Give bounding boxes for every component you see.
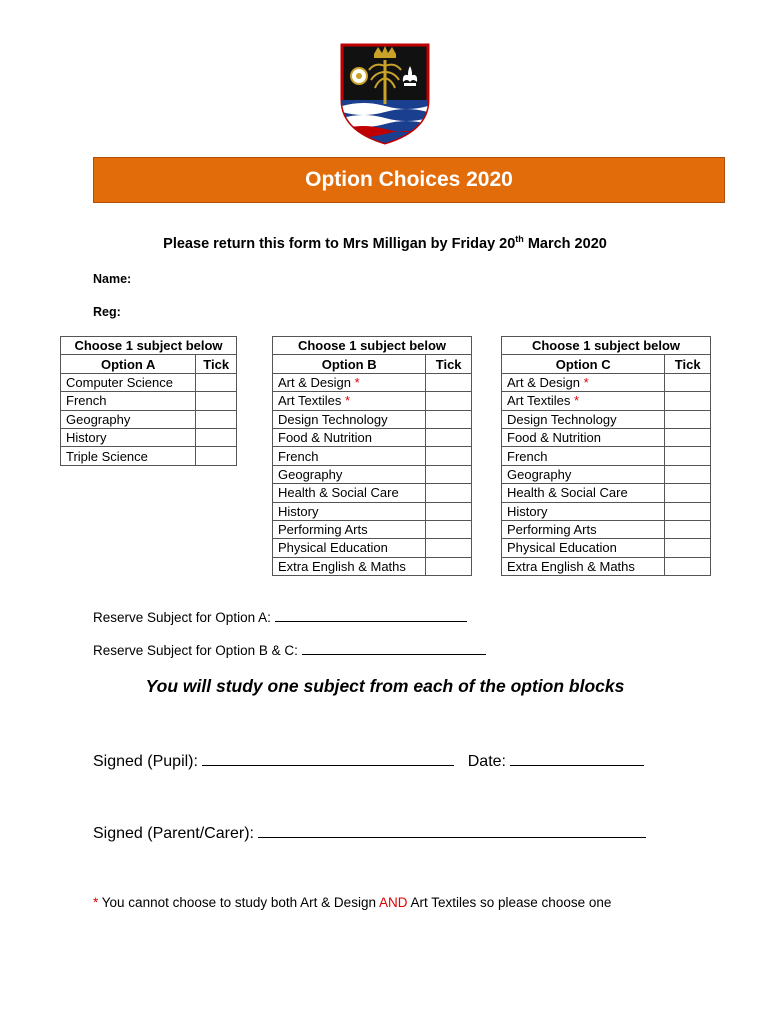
parent-signed-label: Signed (Parent/Carer): — [93, 825, 254, 842]
footnote: * You cannot choose to study both Art & Design AND Art Textiles so please choose one — [93, 895, 612, 910]
table-row: Physical Education — [273, 539, 472, 557]
table-row: Art & Design * — [273, 373, 472, 391]
parent-signature-line[interactable] — [258, 822, 646, 838]
asterisk-marker: * — [344, 393, 351, 409]
pupil-signed-label: Signed (Pupil): — [93, 753, 198, 770]
date-label: Date: — [467, 753, 506, 770]
table-row: French — [502, 447, 711, 465]
tick-box[interactable] — [665, 502, 711, 520]
reg-field-label: Reg: — [93, 305, 121, 319]
tick-box[interactable] — [196, 447, 237, 465]
table-row: Design Technology — [273, 410, 472, 428]
table-row: Geography — [273, 465, 472, 483]
tick-column-header: Tick — [196, 355, 237, 373]
tick-box[interactable] — [426, 410, 472, 428]
tick-box[interactable] — [426, 465, 472, 483]
table-heading: Choose 1 subject below — [273, 337, 472, 355]
tick-box[interactable] — [196, 428, 237, 446]
tick-column-header: Tick — [665, 355, 711, 373]
table-row: Performing Arts — [273, 520, 472, 538]
option-a-label: Option A — [61, 355, 196, 373]
table-heading: Choose 1 subject below — [61, 337, 237, 355]
tick-box[interactable] — [665, 373, 711, 391]
tick-box[interactable] — [665, 410, 711, 428]
table-row: French — [273, 447, 472, 465]
asterisk-marker: * — [583, 374, 589, 390]
tick-box[interactable] — [426, 539, 472, 557]
tick-box[interactable] — [426, 447, 472, 465]
tick-box[interactable] — [196, 373, 237, 391]
tick-box[interactable] — [665, 447, 711, 465]
table-row: French — [61, 392, 237, 410]
tick-box[interactable] — [196, 410, 237, 428]
reserve-bc-line[interactable] — [302, 641, 486, 655]
table-row: History — [61, 428, 237, 446]
option-a-table — [60, 336, 237, 466]
tick-column-header: Tick — [426, 355, 472, 373]
study-note: You will study one subject from each of the option blocks — [145, 676, 625, 696]
name-field-label: Name: — [93, 272, 132, 286]
tick-box[interactable] — [426, 392, 472, 410]
table-row: History — [502, 502, 711, 520]
tick-box[interactable] — [426, 502, 472, 520]
pupil-signature-row — [93, 750, 644, 771]
tick-box[interactable] — [665, 520, 711, 538]
tick-box[interactable] — [426, 373, 472, 391]
tick-box[interactable] — [665, 392, 711, 410]
pupil-signature-line[interactable] — [202, 750, 454, 766]
parent-signature-row — [93, 822, 646, 843]
asterisk-marker: * — [573, 393, 580, 409]
table-row: Food & Nutrition — [502, 428, 711, 446]
reserve-option-bc — [93, 641, 486, 658]
tick-box[interactable] — [665, 428, 711, 446]
reserve-option-a — [93, 608, 467, 625]
table-row: Art & Design * — [502, 373, 711, 391]
tick-box[interactable] — [665, 484, 711, 502]
reserve-a-label: Reserve Subject for Option A: — [93, 610, 271, 625]
page-title: Option Choices 2020 — [305, 168, 513, 191]
table-row: History — [273, 502, 472, 520]
asterisk-marker: * — [93, 895, 99, 910]
table-row: Geography — [502, 465, 711, 483]
title-banner — [93, 157, 725, 203]
table-row: Design Technology — [502, 410, 711, 428]
asterisk-marker: * — [354, 374, 360, 390]
tick-box[interactable] — [196, 392, 237, 410]
table-row: Health & Social Care — [273, 484, 472, 502]
tick-box[interactable] — [665, 539, 711, 557]
option-b-table — [272, 336, 472, 576]
and-emphasis: AND — [378, 895, 408, 910]
school-crest-logo — [338, 42, 432, 146]
tick-box[interactable] — [665, 557, 711, 575]
reserve-bc-label: Reserve Subject for Option B & C: — [93, 643, 298, 658]
return-instruction: Please return this form to Mrs Milligan by Friday 20th March 2020 — [163, 234, 607, 252]
date-line[interactable] — [510, 750, 644, 766]
tick-box[interactable] — [665, 465, 711, 483]
table-row: Computer Science — [61, 373, 237, 391]
tick-box[interactable] — [426, 484, 472, 502]
option-c-label: Option C — [502, 355, 665, 373]
table-row: Extra English & Maths — [502, 557, 711, 575]
tick-box[interactable] — [426, 428, 472, 446]
table-row: Geography — [61, 410, 237, 428]
table-row: Art Textiles * — [502, 392, 711, 410]
table-row: Physical Education — [502, 539, 711, 557]
reserve-a-line[interactable] — [275, 608, 467, 622]
table-row: Art Textiles * — [273, 392, 472, 410]
option-c-table — [501, 336, 711, 576]
table-row: Food & Nutrition — [273, 428, 472, 446]
table-row: Extra English & Maths — [273, 557, 472, 575]
table-heading: Choose 1 subject below — [502, 337, 711, 355]
table-row: Triple Science — [61, 447, 237, 465]
option-b-label: Option B — [273, 355, 426, 373]
table-row: Performing Arts — [502, 520, 711, 538]
tick-box[interactable] — [426, 557, 472, 575]
table-row: Health & Social Care — [502, 484, 711, 502]
tick-box[interactable] — [426, 520, 472, 538]
